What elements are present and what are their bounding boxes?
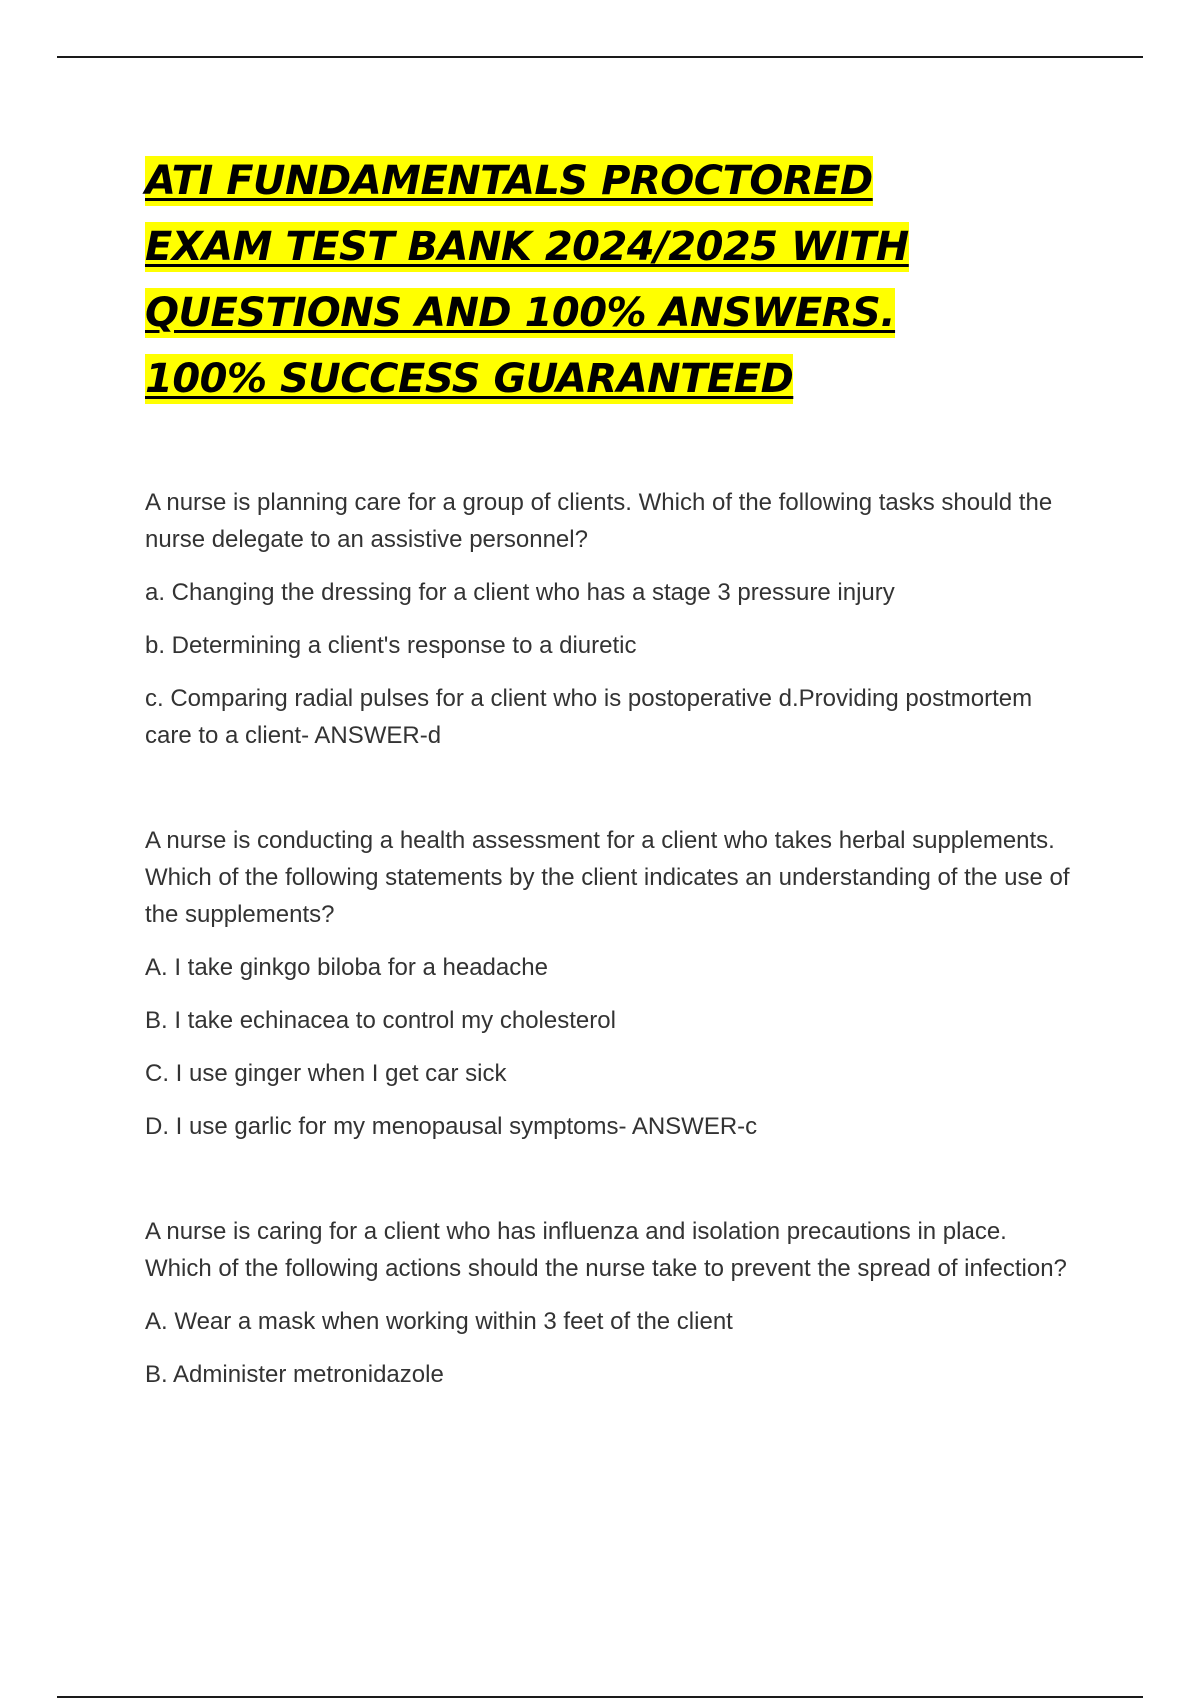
question-text: A nurse is caring for a client who has influenza and isolation precautions in place. Which of the following actions should the nurse take to prevent the spread of infection? (145, 1218, 1067, 1282)
footer-rule (57, 1696, 1143, 1698)
section-spacer (145, 1161, 1075, 1213)
answer-option: a. Changing the dressing for a client who has a stage 3 pressure injury (145, 579, 895, 606)
document-title (145, 148, 1045, 412)
header-rule (57, 56, 1143, 58)
question-block-1 (145, 484, 1075, 754)
question-block-3 (145, 1213, 1075, 1393)
answer-option: B. I take echinacea to control my cholesterol (145, 1007, 616, 1034)
title-line-2: EXAM TEST BANK 2024/2025 WITH (145, 224, 909, 270)
title-line-3: QUESTIONS AND 100% ANSWERS. (145, 290, 896, 336)
answer-option: A. I take ginkgo biloba for a headache (145, 954, 548, 981)
answer-option: c. Comparing radial pulses for a client who is postoperative d.Providing postmortem care to a client- ANSWER-d (145, 685, 1033, 749)
title-line-1: ATI FUNDAMENTALS PROCTORED (145, 158, 873, 204)
question-text: A nurse is conducting a health assessment for a client who takes herbal supplements. Which of the following statements by the client indicates an understanding of the use of the supplements? (145, 827, 1070, 928)
question-text: A nurse is planning care for a group of clients. Which of the following tasks should the nurse delegate to an assistive personnel? (145, 489, 1053, 553)
document-body (145, 484, 1075, 1409)
answer-option: A. Wear a mask when working within 3 feet of the client (145, 1308, 733, 1335)
answer-option: D. I use garlic for my menopausal symptoms- ANSWER-c (145, 1113, 758, 1140)
section-spacer (145, 770, 1075, 822)
answer-option: B. Administer metronidazole (145, 1361, 444, 1388)
question-block-2 (145, 822, 1075, 1145)
title-line-4: 100% SUCCESS GUARANTEED (145, 356, 794, 402)
answer-option: b. Determining a client's response to a diuretic (145, 632, 637, 659)
answer-option: C. I use ginger when I get car sick (145, 1060, 507, 1087)
